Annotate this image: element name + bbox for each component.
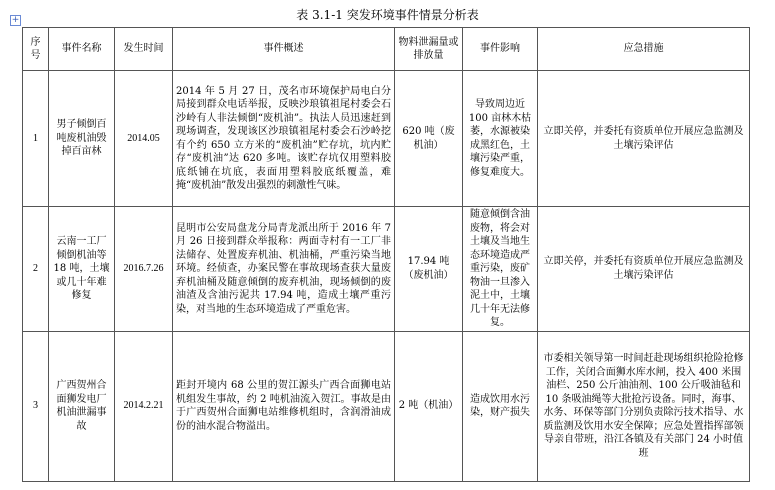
table-header-row <box>23 28 750 71</box>
incident-analysis-table <box>22 27 750 482</box>
header-time: 发生时间 <box>115 28 173 71</box>
row-no: 1 <box>23 71 49 207</box>
row-impact: 导致周边近 100 亩林木枯萎，水源被染成黑红色，土壤污染严重，修复难度大。 <box>463 71 538 207</box>
table-caption: 表 3.1-1 突发环境事件情景分析表 <box>296 8 479 22</box>
row-event-name: 男子倾倒百吨废机油毁掉百亩林 <box>49 71 115 207</box>
row-summary: 距封开境内 68 公里的贺江源头广西合面狮电站机组发生事故，约 2 吨机油流入贺江。事故是由于广西贺州合面狮电站维修机组时，含润滑油成份的油水混合物溢出。 <box>173 331 395 481</box>
row-no: 3 <box>23 331 49 481</box>
header-amount: 物料泄漏量或排放量 <box>395 28 463 71</box>
row-no: 2 <box>23 207 49 332</box>
row-response: 市委相关领导第一时间赶赴现场组织抢险抢修工作，关闭合面狮水库水闸，投入 400 米围油栏、250 公斤油油剂、100 公斤吸油毡和 10 条吸油绳等大批抢污设备。同时，海事、水务、环保等部门分别负责除污技术指导、水质监测及饮用水安全保障；应急处置指挥部领导亲自带班，沿江各镇及有关部门 24 小时值班 <box>538 331 750 481</box>
table-row <box>23 207 750 332</box>
row-time: 2014.2.21 <box>115 331 173 481</box>
table-row <box>23 331 750 481</box>
row-response: 立即关停，并委托有资质单位开展应急监测及土壤污染评估 <box>538 207 750 332</box>
row-event-name: 广西贺州合面狮发电厂机油泄漏事故 <box>49 331 115 481</box>
row-summary: 2014 年 5 月 27 日，茂名市环境保护局电白分局接到群众电话举报，反映沙琅镇祖尾村委会石沙岭有人非法倾倒“废机油”。执法人员迅速赶到现场调查，发现该区沙琅镇祖尾村委会石沙岭挖有个约 650 立方米的“废机油”贮存坑，坑内贮存“废机油”达 620 多吨。该贮存坑仅用塑料胶底纸铺在坑底，表面用塑料胶底纸覆盖，难掩“废机油”散发出强烈的刺激性气味。 <box>173 71 395 207</box>
header-no: 序号 <box>23 28 49 71</box>
row-time: 2014.05 <box>115 71 173 207</box>
row-time: 2016.7.26 <box>115 207 173 332</box>
table-move-handle-icon[interactable]: + <box>11 15 20 25</box>
row-event-name: 云南一工厂倾倒机油等 18 吨，土壤或几十年难修复 <box>49 207 115 332</box>
row-amount: 17.94 吨（废机油） <box>395 207 463 332</box>
row-amount: 620 吨（废机油） <box>395 71 463 207</box>
header-response: 应急措施 <box>538 28 750 71</box>
header-impact: 事件影响 <box>463 28 538 71</box>
row-impact: 造成饮用水污染，财产损失 <box>463 331 538 481</box>
row-amount: 2 吨（机油） <box>395 331 463 481</box>
row-impact: 随意倾倒含油废物，将会对土壤及当地生态环境造成严重污染，废矿物油一旦渗入泥土中，土壤几十年无法修复。 <box>463 207 538 332</box>
header-event-name: 事件名称 <box>49 28 115 71</box>
row-summary: 昆明市公安局盘龙分局青龙派出所于 2016 年 7 月 26 日接到群众举报称：两面寺村有一工厂非法储存、处置废弃机油、机油桶，严重污染当地环境。经侦查，办案民警在事故现场查获大量废弃机油桶及随意倾倒的废弃机油，现场倾倒的废油渣及含油污泥共 17.94 吨，造成土壤严重污染，对当地的生态环境造成了严重危害。 <box>173 207 395 332</box>
header-summary: 事件概述 <box>173 28 395 71</box>
table-row <box>23 71 750 207</box>
row-response: 立即关停，并委托有资质单位开展应急监测及土壤污染评估 <box>538 71 750 207</box>
